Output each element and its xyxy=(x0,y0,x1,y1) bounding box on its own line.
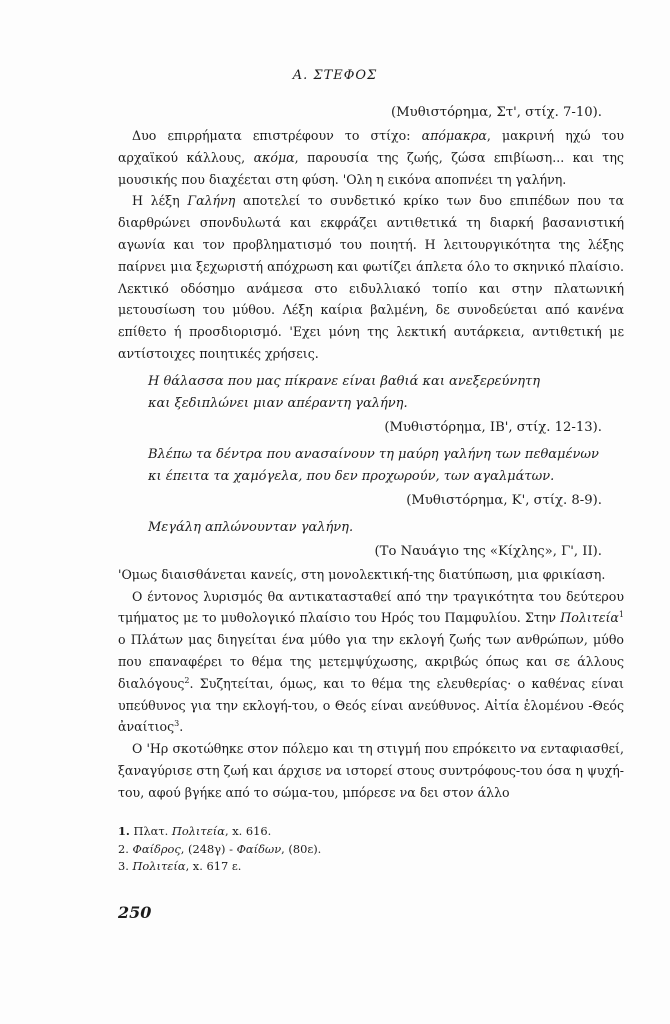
page-number: 250 xyxy=(118,903,152,922)
verse-quote: Η θάλασσα που μας πίκρανε είναι βαθιά και ανεξερεύνητη και ξεδιπλώνει μιαν απέραντη γαλήνη. xyxy=(148,373,541,411)
citation: (Μυθιστόρημα, Στ', στίχ. 7-10). xyxy=(391,105,602,120)
verse-quote: Μεγάλη απλώνουνταν γαλήνη. xyxy=(148,519,354,535)
footnote: 2. Φαίδρος, (248γ) - Φαίδων, (80ε). xyxy=(118,841,322,856)
paragraph: Η λέξη Γαλήνη αποτελεί το συνδετικό κρίκο των δυο επιπέδων που τα διαρθρώνει σπονδυλωτά και εκφράζει αντιθετικά τη διαρκή βασανιστική αγωνία και τον προβληματισμό του ποιητή. Η λειτουργικότητα της λέξης παίρνει μια ξεχωριστή απόχρωση και φωτίζει άπλετα όλο το σκηνικό πλαίσιο. Λεκτικό οδόσημο ανάμεσα στο ειδυλλιακό τοπίο και στην πλατωνική μετουσίωση του μύθου. Λέξη καίρια βαλμένη, δε συνοδεύεται από κανένα επίθετο ή προσδιορισμό. 'Εχει μόνη της λεκτική αυτάρκεια, αντιθετική με αντίστοιχες ποιητικές χρήσεις. xyxy=(118,193,624,361)
footnote: 3. Πολιτεία, x. 617 ε. xyxy=(118,859,242,874)
running-header: Α. ΣΤΕΦΟΣ xyxy=(292,68,378,83)
footnote-ref: 2 xyxy=(184,675,190,685)
footnote-ref: 1 xyxy=(618,610,624,620)
paragraph: 'Ομως διαισθάνεται κανείς, στη μονολεκτική-της διατύπωση, μια φρικίαση. xyxy=(118,566,606,582)
verse-quote: Βλέπω τα δέντρα που ανασαίνουν τη μαύρη γαλήνη των πεθαμένων κι έπειτα τα χαμόγελα, που δεν προχωρούν, των αγαλμάτων. xyxy=(148,446,599,484)
footnotes xyxy=(118,823,618,876)
footnote: 1. Πλατ. Πολιτεία, x. 616. xyxy=(118,824,272,838)
paragraph: Δυο επιρρήματα επιστρέφουν το στίχο: απόμακρα, μακρινή ηχώ του αρχαϊκού κάλλους, ακόμα, παρουσία της ζωής, ζώσα επιβίωση... και της μουσικής που διαχέεται στη φύση. 'Ολη η εικόνα αποπνέει τη γαλήνη. xyxy=(118,128,624,187)
citation: (Μυθιστόρημα, ΙΒ', στίχ. 12-13). xyxy=(384,419,602,435)
paragraph: Ο έντονος λυρισμός θα αντικατασταθεί από την τραγικότητα του δεύτερου τμήματος με το μυθολογικό πλαίσιο του Ηρός του Παμφυλίου. Στην Πολιτεία$^1$ ο Πλάτων μας διηγείται ένα μύθο για την εκλογή ζωής των ανθρώπων, μύθο που επαναφέρει το θέμα της μετεμψύχωσης, ακριβώς όπως και σε άλλους διαλόγους$^2$. Συζητείται, όμως, και το θέμα της ελευθερίας· ο καθένας είναι υπεύθυνος για την εκλογή-του, ο Θεός είναι ανεύθυνος. Αἰτία ἑλομένου -Θεός ἀναίτιος$^3$. xyxy=(118,588,624,735)
citation: (Μυθιστόρημα, Κ', στίχ. 8-9). xyxy=(406,492,602,508)
citation: (Το Ναυάγιο της «Κίχλης», Γ', II). xyxy=(374,543,602,559)
footnote-ref: 3 xyxy=(174,719,180,729)
paragraph: Ο 'Ηρ σκοτώθηκε στον πόλεμο και τη στιγμή που επρόκειτο να ενταφιασθεί, ξαναγύρισε στη ζωή και άρχισε να ιστορεί στους συντρόφους-του όσα η ψυχή-του, αφού βγήκε από το σώμα-του, μπόρεσε να δει στον άλλο xyxy=(118,741,624,800)
main-text xyxy=(118,100,624,804)
